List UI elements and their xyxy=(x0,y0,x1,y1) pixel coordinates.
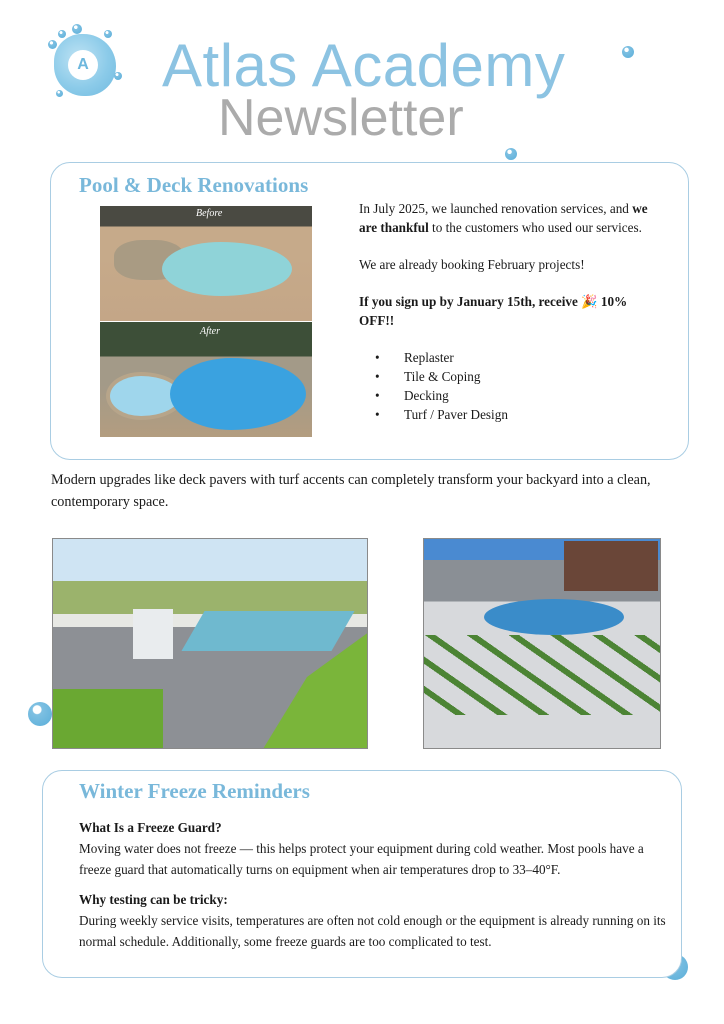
list-item: • Decking xyxy=(359,386,659,405)
caption-paragraph: Modern upgrades like deck pavers with turf accents can completely transform your backyard into a clean, contemporary space. xyxy=(51,472,651,510)
bubble-icon xyxy=(48,40,57,49)
services-list xyxy=(359,348,659,424)
section-heading: Pool & Deck Renovations xyxy=(79,173,309,197)
before-after-image xyxy=(100,206,312,437)
renovations-text xyxy=(359,199,659,424)
bubble-icon xyxy=(72,24,82,34)
bubble-icon xyxy=(505,148,517,160)
question-heading: What Is a Freeze Guard? xyxy=(79,820,222,835)
list-item: • Turf / Paver Design xyxy=(359,405,659,424)
after-label: After xyxy=(200,326,220,337)
turf-grid-photo xyxy=(423,538,661,749)
bubble-icon xyxy=(622,46,634,58)
answer-paragraph: During weekly service visits, temperatures are often not cold enough or the equipment is already running on its normal schedule. Additionally, some freeze guards are too complicated to test. xyxy=(79,913,666,949)
winter-text xyxy=(79,817,669,961)
after-photo xyxy=(100,322,312,437)
list-item: • Tile & Coping xyxy=(359,367,659,386)
bubble-icon xyxy=(56,90,63,97)
before-label: Before xyxy=(196,208,223,219)
paver-pool-photo xyxy=(52,538,368,749)
newsletter-subtitle: Newsletter xyxy=(218,89,464,147)
bubble-icon xyxy=(114,72,122,80)
winter-section xyxy=(42,770,682,978)
section-heading: Winter Freeze Reminders xyxy=(79,779,310,803)
list-item: • Replaster xyxy=(359,348,659,367)
promo-paragraph: If you sign up by January 15th, receive 🎉 10% OFF!! xyxy=(359,294,628,328)
bubble-icon xyxy=(28,702,52,726)
answer-paragraph: Moving water does not freeze — this helps protect your equipment during cold weather. Most pools have a freeze guard that automatically turns on equipment when air temperatures drop to 33–40°F. xyxy=(79,841,644,877)
intro-paragraph: In July 2025, we launched renovation services, and we are thankful to the customers who used our services. xyxy=(359,201,648,235)
before-photo xyxy=(100,206,312,321)
booking-paragraph: We are already booking February projects! xyxy=(359,257,585,272)
logo-letter: A xyxy=(68,50,98,80)
bubble-icon xyxy=(58,30,66,38)
newsletter-title: Atlas Academy xyxy=(162,32,566,99)
renovations-section xyxy=(50,162,689,460)
question-heading: Why testing can be tricky: xyxy=(79,892,228,907)
bubble-icon xyxy=(104,30,112,38)
logo xyxy=(46,24,124,104)
